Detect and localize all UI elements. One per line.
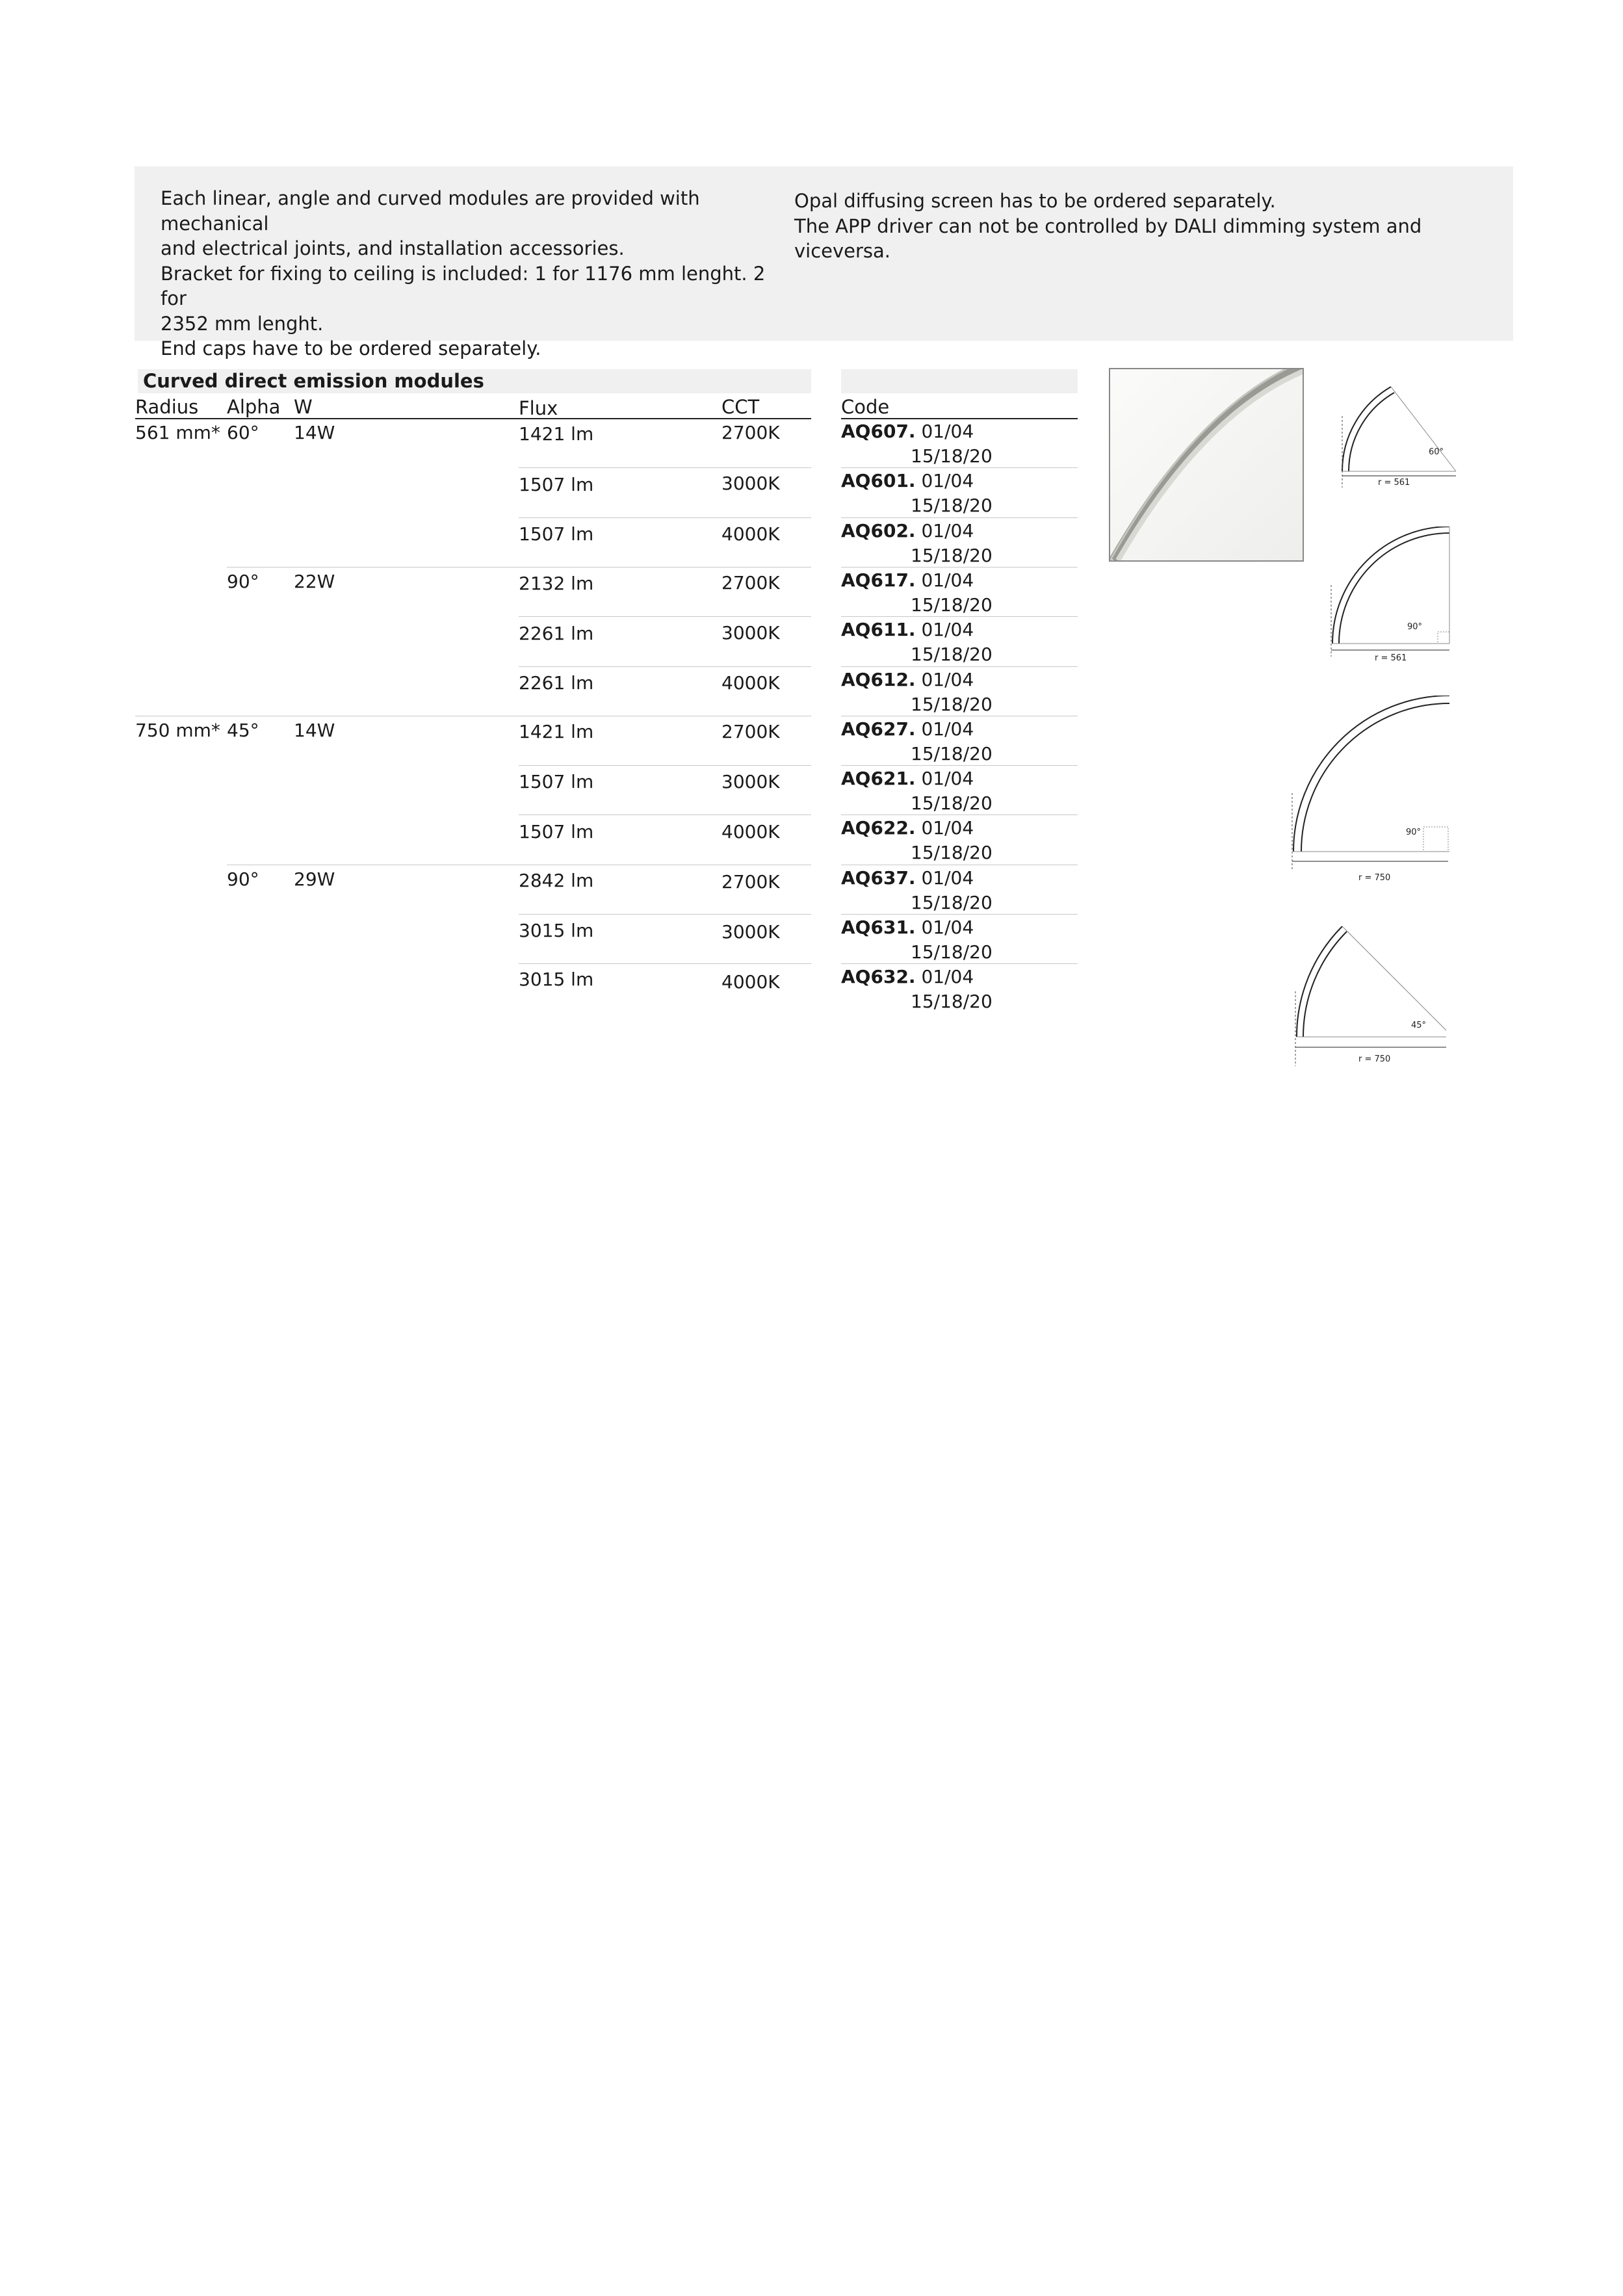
alpha-cell: 60° (227, 422, 259, 443)
diagram-60-deg (1332, 364, 1462, 497)
code-cell (841, 668, 993, 717)
info-line: End caps have to be ordered separately. (161, 337, 541, 359)
code-cell (841, 568, 993, 618)
code-variant-primary: 01/04 (921, 817, 974, 839)
product-code: AQ622. (841, 817, 916, 839)
code-title-bar (841, 369, 1078, 393)
code-row-divider (841, 765, 1078, 766)
row-divider (519, 666, 811, 667)
code-variant-secondary: 15/18/20 (911, 991, 993, 1013)
diagram-radius-label: r = 750 (1358, 1054, 1391, 1064)
code-variant-secondary: 15/18/20 (911, 495, 993, 517)
product-code: AQ602. (841, 519, 916, 541)
code-row-divider (841, 963, 1078, 964)
code-variant-secondary: 15/18/20 (911, 644, 993, 666)
info-line: Opal diffusing screen has to be ordered separately. (794, 190, 1276, 212)
code-row-divider (841, 914, 1078, 915)
cct-cell: 3000K (721, 622, 780, 644)
header-flux: Flux (519, 397, 558, 419)
flux-cell: 1507 lm (519, 523, 594, 545)
code-variant-secondary: 15/18/20 (911, 445, 993, 467)
header-w: W (294, 396, 313, 418)
diagram-45-deg (1290, 920, 1446, 1072)
diagram-radius-label: r = 750 (1358, 873, 1391, 883)
info-line: Each linear, angle and curved modules are provided with mechanical (161, 187, 700, 235)
product-code: AQ627. (841, 718, 916, 740)
flux-cell: 1507 lm (519, 771, 594, 793)
product-code: AQ612. (841, 668, 916, 690)
code-variant-primary: 01/04 (921, 966, 974, 988)
code-variant-primary: 01/04 (921, 421, 974, 442)
watt-cell: 14W (294, 719, 335, 741)
alpha-cell: 90° (227, 570, 259, 592)
flux-cell: 1421 lm (519, 720, 594, 742)
product-photo (1109, 368, 1304, 562)
info-line: and electrical joints, and installation accessories. (161, 237, 625, 259)
alpha-cell: 45° (227, 719, 259, 741)
code-cell (841, 618, 993, 667)
code-variant-secondary: 15/18/20 (911, 544, 993, 566)
flux-cell: 2842 lm (519, 869, 594, 891)
row-divider (519, 914, 811, 915)
code-row-divider (841, 467, 1078, 468)
flux-cell: 3015 lm (519, 920, 594, 941)
product-code: AQ611. (841, 619, 916, 641)
product-code: AQ631. (841, 917, 916, 938)
cct-cell: 3000K (721, 921, 780, 943)
alpha-cell: 90° (227, 868, 259, 890)
cct-cell: 4000K (721, 971, 780, 993)
code-cell (841, 469, 993, 518)
header-rule (135, 418, 811, 419)
diagram-angle-label: 60° (1429, 447, 1444, 457)
code-variant-secondary: 15/18/20 (911, 742, 993, 764)
code-cell (841, 816, 993, 865)
flux-cell: 3015 lm (519, 969, 594, 991)
info-notes-right (794, 189, 1431, 264)
cct-cell: 2700K (721, 422, 780, 443)
row-divider (519, 467, 811, 468)
cct-cell: 4000K (721, 821, 780, 843)
flux-cell: 2132 lm (519, 572, 594, 594)
code-variant-primary: 01/04 (921, 867, 974, 889)
header-cct: CCT (721, 396, 760, 418)
info-line: The APP driver can not be controlled by DALI dimming system and (794, 215, 1422, 237)
code-cell (841, 766, 993, 816)
cct-cell: 2700K (721, 870, 780, 893)
diagram-90-deg-750 (1287, 696, 1449, 887)
code-variant-primary: 01/04 (921, 569, 974, 591)
diagram-90-deg-561 (1326, 527, 1456, 672)
code-variant-primary: 01/04 (921, 768, 974, 790)
product-code: AQ601. (841, 470, 916, 492)
code-variant-primary: 01/04 (921, 519, 974, 541)
code-variant-primary: 01/04 (921, 619, 974, 641)
code-variant-primary: 01/04 (921, 668, 974, 690)
code-cell (841, 519, 993, 568)
diagram-radius-label: r = 561 (1378, 478, 1410, 488)
row-divider (519, 616, 811, 617)
product-code: AQ617. (841, 569, 916, 591)
code-row-divider (841, 666, 1078, 667)
flux-cell: 1421 lm (519, 423, 594, 445)
diagram-radius-label: r = 561 (1375, 653, 1407, 663)
code-variant-secondary: 15/18/20 (911, 842, 993, 864)
diagram-angle-label: 45° (1411, 1021, 1427, 1030)
code-cell (841, 717, 993, 766)
code-variant-secondary: 15/18/20 (911, 792, 993, 815)
row-divider (519, 517, 811, 518)
row-divider (519, 963, 811, 964)
cct-cell: 2700K (721, 720, 780, 742)
section-title: Curved direct emission modules (143, 370, 484, 392)
watt-cell: 29W (294, 868, 335, 890)
row-divider (519, 765, 811, 766)
header-code: Code (841, 396, 890, 418)
info-line: Bracket for fixing to ceiling is included: 1 for 1176 mm lenght. 2 for (161, 262, 766, 309)
code-row-divider (841, 616, 1078, 617)
radius-cell: 750 mm* (135, 719, 220, 741)
code-variant-primary: 01/04 (921, 718, 974, 740)
radius-cell: 561 mm* (135, 422, 220, 443)
cct-cell: 4000K (721, 523, 780, 545)
flux-cell: 1507 lm (519, 821, 594, 843)
product-code: AQ621. (841, 768, 916, 790)
code-cell (841, 915, 993, 965)
diagram-angle-label: 90° (1407, 622, 1423, 632)
code-cell (841, 965, 993, 1014)
header-alpha: Alpha (227, 396, 281, 418)
diagram-angle-label: 90° (1406, 828, 1422, 837)
code-variant-secondary: 15/18/20 (911, 693, 993, 715)
watt-cell: 14W (294, 422, 335, 443)
info-notes-left (161, 186, 785, 361)
flux-cell: 1507 lm (519, 474, 594, 496)
product-code: AQ637. (841, 867, 916, 889)
info-line: 2352 mm lenght. (161, 312, 324, 335)
code-row-divider (841, 517, 1078, 518)
code-variant-primary: 01/04 (921, 470, 974, 492)
flux-cell: 2261 lm (519, 672, 594, 694)
header-radius: Radius (135, 396, 199, 418)
watt-cell: 22W (294, 570, 335, 592)
flux-cell: 2261 lm (519, 623, 594, 645)
cct-cell: 4000K (721, 672, 780, 694)
cct-cell: 2700K (721, 571, 780, 594)
info-line: viceversa. (794, 240, 891, 262)
code-cell (841, 419, 993, 469)
product-code: AQ632. (841, 966, 916, 988)
product-code: AQ607. (841, 421, 916, 442)
cct-cell: 3000K (721, 473, 780, 495)
code-variant-primary: 01/04 (921, 917, 974, 938)
cct-cell: 3000K (721, 771, 780, 793)
code-cell (841, 866, 993, 915)
code-variant-secondary: 15/18/20 (911, 891, 993, 913)
code-variant-secondary: 15/18/20 (911, 594, 993, 616)
code-variant-secondary: 15/18/20 (911, 941, 993, 963)
